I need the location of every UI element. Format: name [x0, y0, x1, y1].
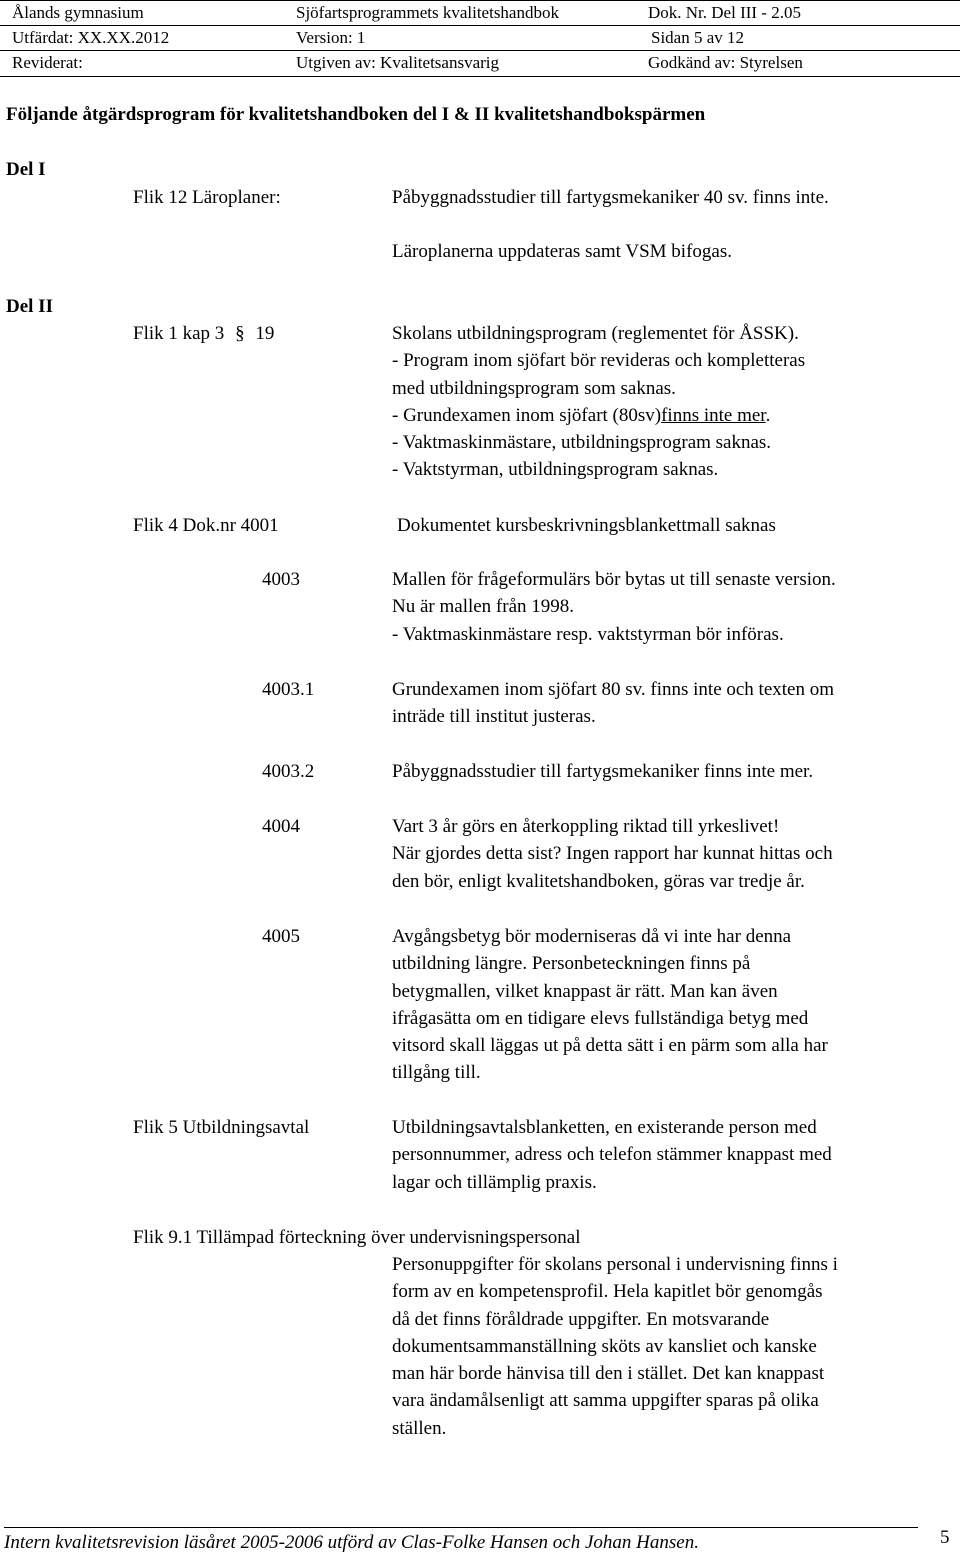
header-row-2: [0, 25, 960, 50]
item-4005-text: [392, 923, 828, 1087]
flik5-text: [392, 1114, 832, 1196]
flik1-line-3: med utbildningsprogram som saknas.: [392, 377, 676, 399]
item-4004-line-1: Vart 3 år görs en återkoppling riktad till yrkeslivet!: [392, 816, 780, 837]
header-handbook: Sjöfartsprogrammets kvalitetshandbok: [296, 3, 559, 22]
item-4005-line-4: ifrågasätta om en tidigare elevs fullständiga betyg med: [392, 1007, 809, 1029]
page-number: 5: [940, 1527, 950, 1548]
del2-flik1-label: [133, 320, 274, 347]
flik91-line-3: då det finns föråldrade uppgifter. En motsvarande: [392, 1308, 770, 1330]
flik1-line-6: - Vaktstyrman, utbildningsprogram saknas.: [392, 459, 719, 481]
document-header: [0, 0, 960, 78]
item-4003-1-text: [392, 676, 834, 731]
item-4003-line-2: Nu är mallen från 1998.: [392, 596, 575, 618]
header-issued: Utfärdat: XX.XX.2012: [12, 28, 170, 47]
flik5-label: Flik 5 Utbildningsavtal: [133, 1117, 310, 1138]
flik1-line-4: [392, 402, 805, 429]
item-4005-line-3: betygmallen, vilket knappast är rätt. Man kan även: [392, 980, 778, 1002]
del1-label: Del I: [6, 159, 46, 180]
del1-line-2: Läroplanerna uppdateras samt VSM bifogas.: [392, 241, 732, 262]
flik1-kap: Flik 1 kap 3: [133, 323, 225, 344]
item-4005-line-1: Avgångsbetyg bör moderniseras då vi inte har denna: [392, 926, 792, 947]
flik1-line-2: - Program inom sjöfart bör revideras och kompletteras: [392, 350, 806, 372]
flik91-line-1: Personuppgifter för skolans personal i undervisning finns i: [392, 1254, 838, 1275]
flik1-num: 19: [255, 323, 275, 344]
flik91-label: Flik 9.1 Tillämpad förteckning över undervisningspersonal: [133, 1227, 581, 1248]
flik91-line-5: man här borde hänvisa till den i stället. Det kan knappast: [392, 1363, 825, 1385]
item-4003-1-code: 4003.1: [262, 679, 315, 700]
item-4003-1-line-1: Grundexamen inom sjöfart 80 sv. finns inte och texten om: [392, 679, 835, 700]
header-page: Sidan 5 av 12: [651, 28, 745, 47]
flik1-g-underlined: finns inte mer: [661, 404, 766, 426]
header-school: Ålands gymnasium: [12, 3, 144, 22]
header-approved-by: Godkänd av: Styrelsen: [648, 53, 803, 72]
item-4003-line-3: - Vaktmaskinmästare resp. vaktstyrman bör införas.: [392, 623, 784, 645]
header-doc-nr: Dok. Nr. Del III - 2.05: [648, 3, 801, 22]
flik91-text: [392, 1251, 838, 1442]
del2-flik4-label: Flik 4 Dok.nr 4001: [133, 515, 279, 536]
flik5-line-3: lagar och tillämplig praxis.: [392, 1171, 597, 1193]
item-4004-text: [392, 813, 833, 895]
item-4005-line-2: utbildning längre. Personbeteckningen finns på: [392, 953, 751, 975]
item-4004-line-2: När gjordes detta sist? Ingen rapport har kunnat hittas och: [392, 843, 833, 865]
item-4003-code: 4003: [262, 569, 300, 590]
del2-flik4-text: Dokumentet kursbeskrivningsblankettmall saknas: [397, 515, 776, 536]
item-4003-1-line-2: inträde till institut justeras.: [392, 706, 596, 728]
header-row-1: [0, 0, 960, 25]
item-4005-line-5: vitsord skall läggas ut på detta sätt i en pärm som alla har: [392, 1035, 828, 1057]
item-4003-2-text: [392, 758, 813, 785]
header-row-3: [0, 50, 960, 77]
header-revised: Reviderat:: [12, 53, 83, 72]
del2-label: Del II: [6, 296, 53, 317]
flik1-line-1: Skolans utbildningsprogram (reglementet för ÅSSK).: [392, 323, 799, 344]
footer-text: Intern kvalitetsrevision läsåret 2005-2006 utförd av Clas-Folke Hansen och Johan Hansen.: [4, 1532, 699, 1553]
item-4004-code: 4004: [262, 816, 300, 837]
item-4003-line-1: Mallen för frågeformulärs bör bytas ut till senaste version.: [392, 569, 836, 590]
del2-flik1-text: [392, 320, 805, 484]
item-4003-2-line-1: Påbyggnadsstudier till fartygsmekaniker finns inte mer.: [392, 761, 814, 782]
del1-line-1: Påbyggnadsstudier till fartygsmekaniker 40 sv. finns inte.: [392, 187, 829, 208]
header-issued-by: Utgiven av: Kvalitetsansvarig: [296, 53, 500, 72]
flik1-g-pre: - Grundexamen inom sjöfart (80sv): [392, 404, 662, 426]
item-4003-text: [392, 566, 836, 648]
section-sign: §: [235, 323, 245, 344]
flik1-g-post: .: [765, 404, 771, 426]
header-version: Version: 1: [296, 28, 366, 47]
item-4005-line-6: tillgång till.: [392, 1062, 481, 1084]
flik91-line-7: ställen.: [392, 1417, 447, 1439]
flik5-line-2: personnummer, adress och telefon stämmer knappast med: [392, 1144, 832, 1166]
del1-flik-label: Flik 12 Läroplaner:: [133, 187, 281, 208]
item-4005-code: 4005: [262, 926, 300, 947]
flik91-line-2: form av en kompetensprofil. Hela kapitlet bör genomgås: [392, 1281, 823, 1303]
flik1-line-5: - Vaktmaskinmästare, utbildningsprogram saknas.: [392, 432, 772, 454]
flik5-line-1: Utbildningsavtalsblanketten, en existerande person med: [392, 1117, 817, 1138]
flik91-line-6: vara ändamålsenligt att samma uppgifter sparas på olika: [392, 1390, 819, 1412]
page-heading: Följande åtgärdsprogram för kvalitetshandboken del I & II kvalitetshandbokspärmen: [6, 104, 706, 125]
footer-divider: [4, 1527, 918, 1528]
item-4004-line-3: den bör, enligt kvalitetshandboken, göras var tredje år.: [392, 870, 805, 892]
item-4003-2-code: 4003.2: [262, 761, 315, 782]
flik91-line-4: dokumentsammanställning sköts av kansliet och kanske: [392, 1335, 817, 1357]
